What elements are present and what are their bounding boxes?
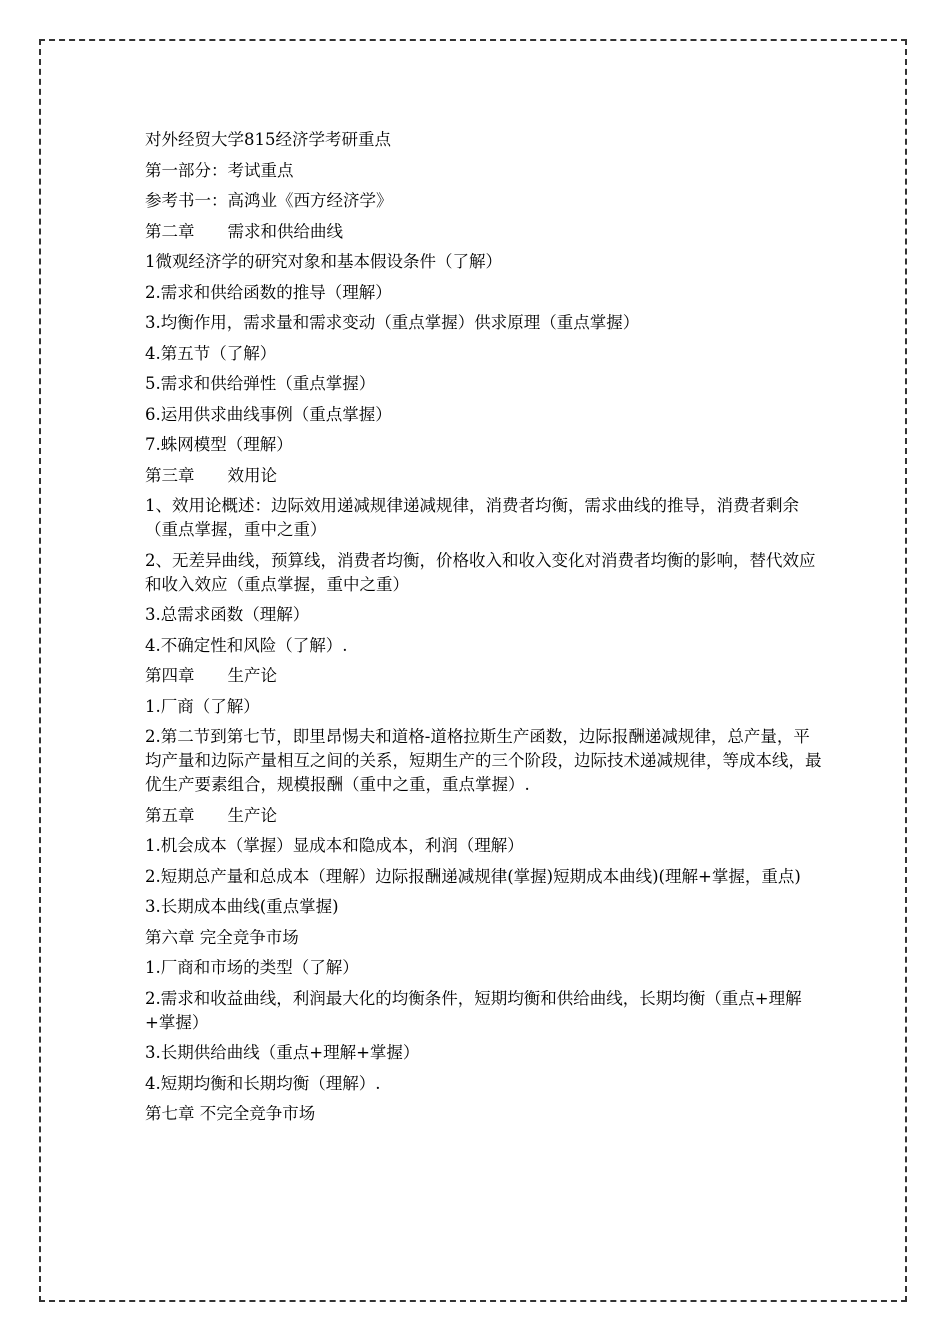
reference-book: 参考书一：高鸿业《西方经济学》	[145, 191, 393, 210]
chapter-heading: 第二章 需求和供给曲线	[145, 221, 343, 241]
list-item: 4.短期均衡和长期均衡（理解）.	[145, 1073, 381, 1093]
list-item: 3.均衡作用，需求量和需求变动（重点掌握）供求原理（重点掌握）	[145, 313, 640, 332]
list-item: 1.厂商和市场的类型（了解）	[145, 958, 359, 977]
list-item: 7.蛛网模型（理解）	[145, 435, 293, 454]
list-item: 3.长期供给曲线（重点+理解+掌握）	[145, 1043, 420, 1062]
list-item: 2.第二节到第七节，即里昂惕夫和道格-道格拉斯生产函数，边际报酬递减规律，总产量，平均产量和边际产量相互之间的关系，短期生产的三个阶段，边际技术递减规律，等成本线，最优生产要素组合，规模报酬（重中之重，重点掌握）.	[145, 727, 822, 794]
list-item: 4.不确定性和风险（了解）.	[145, 635, 348, 655]
part-heading: 第一部分：考试重点	[145, 160, 294, 180]
list-item: 1、效用论概述：边际效用递减规律递减规律，消费者均衡，需求曲线的推导，消费者剩余（重点掌握，重中之重）	[145, 496, 799, 539]
list-item: 2、无差异曲线，预算线，消费者均衡，价格收入和收入变化对消费者均衡的影响，替代效应和收入效应（重点掌握，重中之重）	[145, 550, 816, 594]
document-title: 对外经贸大学815经济学考研重点	[145, 130, 391, 149]
list-item: 1.厂商（了解）	[145, 696, 260, 716]
list-item: 1.机会成本（掌握）显成本和隐成本，利润（理解）	[145, 836, 524, 855]
list-item: 2.短期总产量和总成本（理解）边际报酬递减规律(掌握)短期成本曲线)(理解+掌握，重点)	[145, 866, 801, 886]
list-item: 4.第五节（了解）	[145, 343, 277, 363]
chapter-heading: 第五章 生产论	[145, 805, 277, 825]
list-item: 1微观经济学的研究对象和基本假设条件（了解）	[145, 252, 502, 271]
chapter-heading: 第四章 生产论	[145, 666, 277, 685]
list-item: 5.需求和供给弹性（重点掌握）	[145, 374, 376, 393]
list-item: 2.需求和收益曲线，利润最大化的均衡条件，短期均衡和供给曲线，长期均衡（重点+理解+掌握）	[145, 988, 802, 1032]
chapter-heading: 第六章 完全竞争市场	[145, 927, 299, 947]
list-item: 6.运用供求曲线事例（重点掌握）	[145, 404, 392, 424]
chapter-heading: 第三章 效用论	[145, 465, 277, 485]
chapter-heading: 第七章 不完全竞争市场	[145, 1104, 316, 1123]
list-item: 3.总需求函数（理解）	[145, 605, 310, 624]
list-item: 2.需求和供给函数的推导（理解）	[145, 282, 392, 302]
list-item: 3.长期成本曲线(重点掌握)	[145, 897, 339, 916]
document-body	[145, 128, 825, 1133]
